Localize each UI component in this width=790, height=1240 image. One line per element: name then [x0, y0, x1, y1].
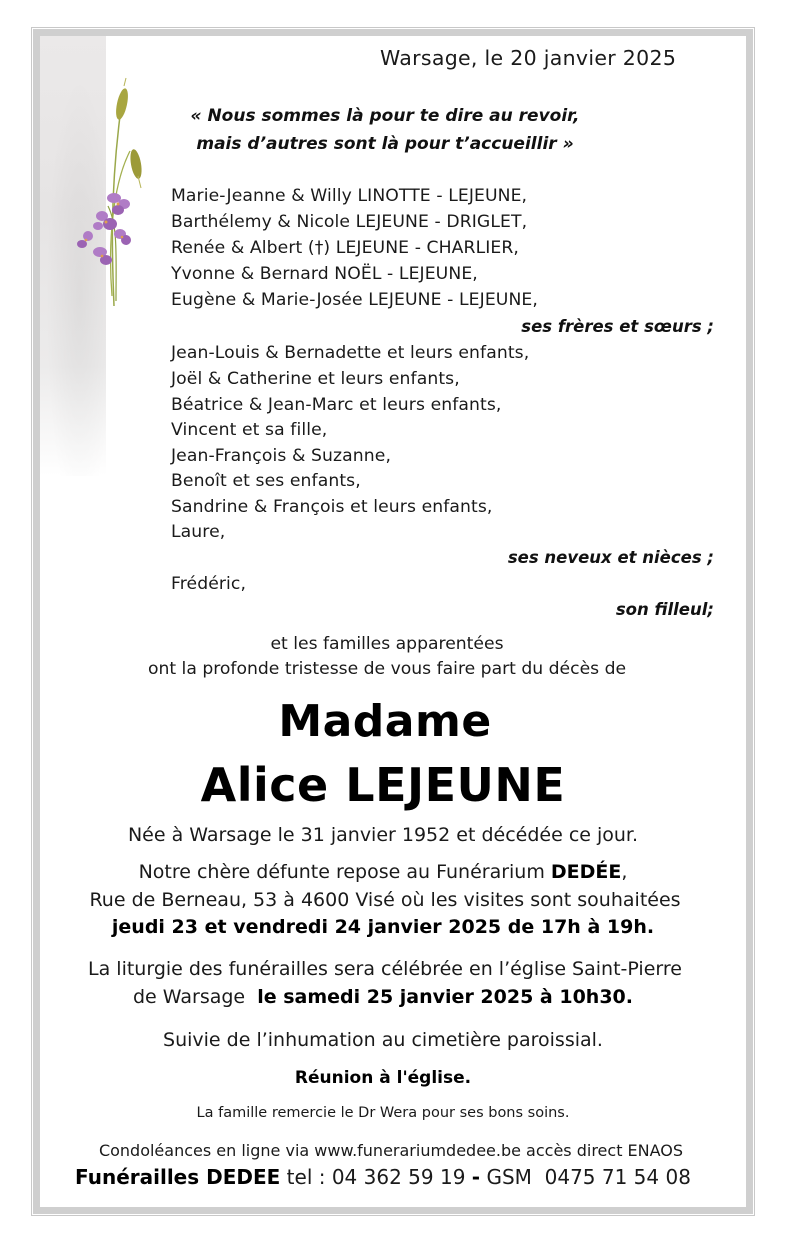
visitation-line-1: [40, 861, 736, 883]
funerarium-name: DEDÉE: [550, 861, 622, 883]
announcement-line-2: ont la profonde tristesse de vous faire part du décès de: [147, 659, 627, 679]
sibling-entry: Yvonne & Bernard NOËL - LEJEUNE,: [171, 264, 478, 284]
nephew-entry: Laure,: [171, 522, 226, 542]
contact-separator: -: [471, 1165, 481, 1189]
quote-line-1: « Nous sommes là pour te dire au revoir,: [190, 106, 580, 126]
announcement-line-1: et les familles apparentées: [270, 634, 504, 654]
mobile-number: GSM 0475 71 54 08: [480, 1165, 691, 1189]
phone-number: tel : 04 362 59 19: [280, 1165, 472, 1189]
godson-entry: Frédéric,: [171, 574, 247, 594]
sibling-entry: Eugène & Marie-Josée LEJEUNE - LEJEUNE,: [171, 290, 538, 310]
burial-line: Suivie de l’inhumation au cimetière paroissial.: [163, 1029, 603, 1051]
contact-line: [40, 1165, 736, 1189]
company-name: Funérailles DEDEE: [75, 1165, 281, 1189]
visitation-address: Rue de Berneau, 53 à 4600 Visé où les visites sont souhaitées: [89, 889, 681, 911]
quote-line-2: mais d’autres sont là pour t’accueillir »: [196, 134, 574, 154]
funeral-line-1: La liturgie des funérailles sera célébrée en l’église Saint-Pierre: [88, 958, 682, 980]
nephew-entry: Béatrice & Jean-Marc et leurs enfants,: [171, 395, 502, 415]
visitation-comma: ,: [621, 861, 628, 883]
place-date: Warsage, le 20 janvier 2025: [380, 46, 677, 70]
sibling-entry: Renée & Albert (†) LEJEUNE - CHARLIER,: [171, 238, 519, 258]
nephew-entry: Benoît et ses enfants,: [171, 471, 361, 491]
obituary-card: [40, 36, 746, 1207]
nephew-entry: Jean-François & Suzanne,: [171, 446, 392, 466]
deceased-name: Alice LEJEUNE: [200, 758, 566, 812]
meeting-line: Réunion à l'église.: [294, 1068, 472, 1088]
sibling-entry: Marie-Jeanne & Willy LINOTTE - LEJEUNE,: [171, 186, 528, 206]
siblings-role: ses frères et sœurs ;: [521, 317, 714, 336]
visitation-dates: jeudi 23 et vendredi 24 janvier 2025 de 17h à 19h.: [111, 916, 655, 938]
nephew-entry: Vincent et sa fille,: [171, 420, 328, 440]
funeral-place: de Warsage: [133, 986, 258, 1008]
godson-role: son filleul;: [615, 600, 714, 619]
sibling-entry: Barthélemy & Nicole LEJEUNE - DRIGLET,: [171, 212, 528, 232]
visitation-text: Notre chère défunte repose au Funérarium: [138, 861, 551, 883]
condolences-line: Condoléances en ligne via www.funerariumdedee.be accès direct ENAOS: [98, 1141, 684, 1160]
deceased-title: Madame: [278, 696, 492, 747]
funeral-line-2: [40, 986, 736, 1008]
funeral-date: le samedi 25 janvier 2025 à 10h30.: [257, 986, 633, 1008]
nephew-entry: Sandrine & François et leurs enfants,: [171, 497, 493, 517]
nephew-entry: Joël & Catherine et leurs enfants,: [171, 369, 460, 389]
nephew-entry: Jean-Louis & Bernadette et leurs enfants,: [171, 343, 530, 363]
nephews-role: ses neveux et nièces ;: [507, 548, 714, 567]
thanks-line: La famille remercie le Dr Wera pour ses bons soins.: [196, 1105, 570, 1121]
birth-death-line: Née à Warsage le 31 janvier 1952 et décédée ce jour.: [127, 824, 639, 846]
